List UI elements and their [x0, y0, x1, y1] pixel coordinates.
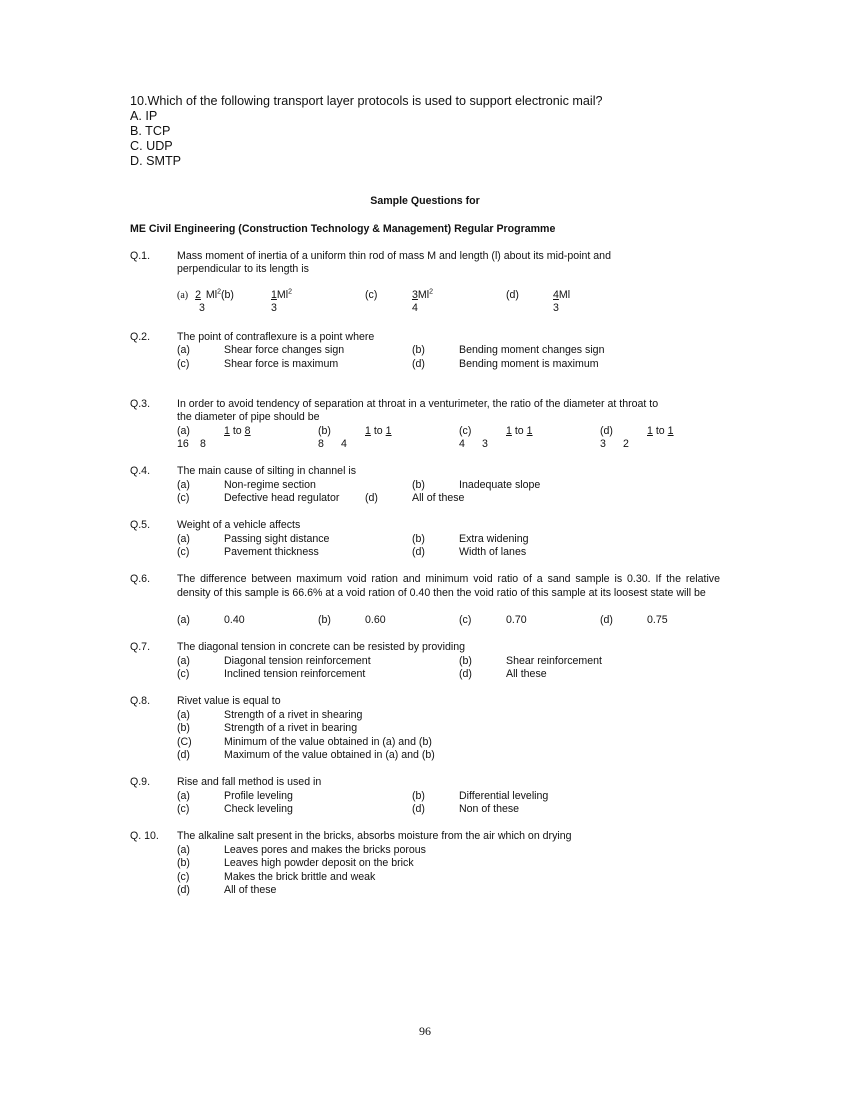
- q7-option-b-label: (b): [459, 655, 472, 667]
- q3-option-a-label: (a): [177, 425, 190, 437]
- q6-option-d: 0.75: [647, 614, 668, 626]
- q1-option-b: [271, 289, 292, 303]
- q7-option-c: Inclined tension reinforcement: [224, 668, 366, 680]
- q9-option-c: Check leveling: [224, 803, 293, 815]
- q8-option-c: Minimum of the value obtained in (a) and (b): [224, 736, 432, 748]
- q10-top-option-a: A. IP: [130, 109, 158, 123]
- q3-text-line1: In order to avoid tendency of separation at throat in a venturimeter, the ratio of the diameter at throat to: [177, 398, 659, 410]
- q4-number: Q.4.: [130, 465, 151, 477]
- q10-option-c: Makes the brick brittle and weak: [224, 871, 376, 883]
- q1-option-b-denominator: 3: [271, 302, 277, 314]
- page-number: 96: [419, 1024, 431, 1038]
- q4-option-d: All of these: [412, 492, 465, 504]
- q4-text: The main cause of silting in channel is: [177, 465, 357, 477]
- q6-option-a-label: (a): [177, 614, 190, 626]
- q9-number: Q.9.: [130, 776, 151, 788]
- q8-text: Rivet value is equal to: [177, 695, 281, 707]
- q7-text: The diagonal tension in concrete can be resisted by providing: [177, 641, 465, 653]
- q10-option-b-label: (b): [177, 857, 190, 869]
- q4-option-c-label: (c): [177, 492, 190, 504]
- q2-option-c-label: (c): [177, 358, 190, 370]
- q1-option-a-label: (a): [177, 290, 189, 301]
- q6-option-b-label: (b): [318, 614, 331, 626]
- q3-option-b-to: to: [373, 425, 383, 437]
- q3-option-b-label: (b): [318, 425, 331, 437]
- q5-option-d: Width of lanes: [459, 546, 527, 558]
- q5-option-c: Pavement thickness: [224, 546, 319, 558]
- q5-option-b: Extra widening: [459, 533, 529, 545]
- q3-text-line2: the diameter of pipe should be: [177, 411, 320, 423]
- q1-text-line1: Mass moment of inertia of a uniform thin rod of mass M and length (l) about its mid-point and: [177, 250, 611, 262]
- q5-number: Q.5.: [130, 519, 151, 531]
- q3-option-b: [365, 425, 392, 439]
- q10-top-option-c: C. UDP: [130, 139, 173, 153]
- q8-number: Q.8.: [130, 695, 151, 707]
- q2-option-a-label: (a): [177, 344, 190, 356]
- q1-option-d-label: (d): [506, 289, 519, 301]
- q3-option-d-d2: 2: [623, 438, 629, 450]
- q3-option-b-d1: 8: [318, 438, 324, 450]
- q3-option-a-d2: 8: [200, 438, 206, 450]
- q2-number: Q.2.: [130, 331, 151, 343]
- q3-option-a-n1: 1: [224, 425, 230, 437]
- q7-option-a-label: (a): [177, 655, 190, 667]
- q9-option-a-label: (a): [177, 790, 190, 802]
- q9-option-a: Profile leveling: [224, 790, 293, 802]
- q10-text: The alkaline salt present in the bricks, absorbs moisture from the air which on drying: [177, 830, 572, 842]
- q4-option-b: Inadequate slope: [459, 479, 541, 491]
- q1-option-a-power: 2: [217, 288, 222, 296]
- q9-option-d: Non of these: [459, 803, 520, 815]
- q7-option-d: All these: [506, 668, 547, 680]
- q8-option-b-label: (b): [177, 722, 190, 734]
- q2-option-d-label: (d): [412, 358, 425, 370]
- q3-option-a-n2: 8: [244, 425, 251, 437]
- q3-option-a-d1: 16: [177, 438, 189, 450]
- q3-option-d-label: (d): [600, 425, 613, 437]
- q7-number: Q.7.: [130, 641, 151, 653]
- q1-option-d-numerator: 4: [553, 289, 559, 301]
- q2-option-d: Bending moment is maximum: [459, 358, 599, 370]
- q3-number: Q.3.: [130, 398, 151, 410]
- q2-option-b: Bending moment changes sign: [459, 344, 605, 356]
- q2-text: The point of contraflexure is a point where: [177, 331, 375, 343]
- q7-option-b: Shear reinforcement: [506, 655, 602, 667]
- q5-option-a-label: (a): [177, 533, 190, 545]
- q10-option-c-label: (c): [177, 871, 190, 883]
- section-heading: Sample Questions for: [370, 195, 480, 207]
- q3-option-c-n2: 1: [526, 425, 533, 437]
- q1-option-c-label: (c): [365, 289, 378, 301]
- section-subheading: ME Civil Engineering (Construction Technology & Management) Regular Programme: [130, 223, 556, 235]
- q7-option-c-label: (c): [177, 668, 190, 680]
- q3-option-c-to: to: [514, 425, 524, 437]
- q3-option-d-n1: 1: [647, 425, 653, 437]
- q4-option-a-label: (a): [177, 479, 190, 491]
- q3-option-c-label: (c): [459, 425, 472, 437]
- q9-option-d-label: (d): [412, 803, 425, 815]
- q3-option-d-n2: 1: [667, 425, 674, 437]
- q8-option-d: Maximum of the value obtained in (a) and (b): [224, 749, 435, 761]
- q9-text: Rise and fall method is used in: [177, 776, 322, 788]
- q3-option-d: [647, 425, 674, 439]
- q1-option-c: [412, 289, 433, 303]
- q8-option-a: Strength of a rivet in shearing: [224, 709, 363, 721]
- q4-option-a: Non-regime section: [224, 479, 316, 491]
- q1-option-b-label: (b): [221, 289, 234, 301]
- q8-option-a-label: (a): [177, 709, 190, 721]
- q7-option-a: Diagonal tension reinforcement: [224, 655, 371, 667]
- q9-option-c-label: (c): [177, 803, 190, 815]
- q1-number: Q.1.: [130, 250, 151, 262]
- q6-text: The difference between maximum void ration and minimum void ratio of a sand sample is 0.30. If the relative density of this sample is 66.6% at a void ration of 0.40 then the void ratio of this sample at its loosest state will be: [177, 573, 720, 599]
- q6-option-d-label: (d): [600, 614, 613, 626]
- q10-top-option-d: D. SMTP: [130, 154, 182, 168]
- q7-option-d-label: (d): [459, 668, 472, 680]
- q1-option-a-numerator: 2: [195, 289, 201, 301]
- q4-option-b-label: (b): [412, 479, 425, 491]
- q3-option-b-n1: 1: [365, 425, 371, 437]
- q3-option-c-d2: 3: [482, 438, 488, 450]
- q6-option-a: 0.40: [224, 614, 245, 626]
- q3-option-a: [224, 425, 251, 439]
- q3-option-d-d1: 3: [600, 438, 606, 450]
- q1-option-d: [553, 289, 570, 303]
- q5-option-c-label: (c): [177, 546, 190, 558]
- q1-option-c-denominator: 4: [412, 302, 418, 314]
- q6-number: Q.6.: [130, 573, 151, 585]
- q1-option-c-numerator: 3: [412, 289, 418, 301]
- q5-option-a: Passing sight distance: [224, 533, 330, 545]
- q5-option-b-label: (b): [412, 533, 425, 545]
- q5-text: Weight of a vehicle affects: [177, 519, 301, 531]
- q1-option-a-denominator: 3: [199, 302, 205, 314]
- q2-option-b-label: (b): [412, 344, 425, 356]
- q10-option-a: Leaves pores and makes the bricks porous: [224, 844, 426, 856]
- q1-option-b-power: 2: [288, 288, 292, 296]
- q4-option-d-label: (d): [365, 492, 378, 504]
- q3-option-a-to: to: [232, 425, 242, 437]
- q2-option-a: Shear force changes sign: [224, 344, 345, 356]
- q9-option-b: Differential leveling: [459, 790, 549, 802]
- q3-option-c-d1: 4: [459, 438, 465, 450]
- q1-option-a-expression: Ml: [205, 289, 218, 301]
- q3-option-c-n1: 1: [506, 425, 512, 437]
- q10-option-d: All of these: [224, 884, 277, 896]
- q8-option-c-label: (C): [177, 736, 192, 748]
- q1-option-b-numerator: 1: [271, 289, 277, 301]
- q1-option-d-denominator: 3: [553, 302, 559, 314]
- q1-option-c-expression: Ml: [417, 289, 430, 301]
- q1-option-c-power: 2: [429, 288, 433, 296]
- q3-option-d-to: to: [655, 425, 665, 437]
- q5-option-d-label: (d): [412, 546, 425, 558]
- q10-top-option-b: B. TCP: [130, 124, 171, 138]
- q3-option-c: [506, 425, 533, 439]
- q10-option-a-label: (a): [177, 844, 190, 856]
- q1-text-line2: perpendicular to its length is: [177, 263, 309, 275]
- q8-option-d-label: (d): [177, 749, 190, 761]
- q10-option-d-label: (d): [177, 884, 190, 896]
- q4-option-c: Defective head regulator: [224, 492, 340, 504]
- q10-option-b: Leaves high powder deposit on the brick: [224, 857, 414, 869]
- q3-option-b-d2: 4: [341, 438, 347, 450]
- q10-number: Q. 10.: [130, 830, 159, 842]
- q6-option-c: 0.70: [506, 614, 527, 626]
- q2-option-c: Shear force is maximum: [224, 358, 339, 370]
- q10-top-question: 10.Which of the following transport layer protocols is used to support electronic mail?: [130, 94, 603, 108]
- q1-option-b-expression: Ml: [276, 289, 289, 301]
- q3-option-b-n2: 1: [385, 425, 392, 437]
- q8-option-b: Strength of a rivet in bearing: [224, 722, 358, 734]
- q9-option-b-label: (b): [412, 790, 425, 802]
- q6-option-c-label: (c): [459, 614, 472, 626]
- q6-option-b: 0.60: [365, 614, 386, 626]
- q1-option-d-expression: Ml: [558, 289, 571, 301]
- q1-option-a: [177, 289, 234, 303]
